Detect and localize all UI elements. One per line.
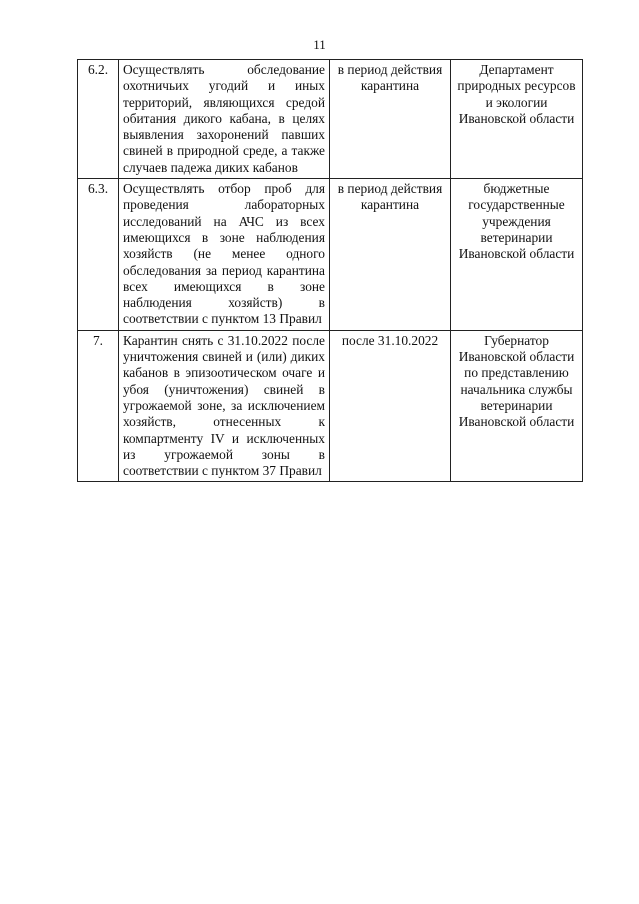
responsible-cell: бюджетные государственные учреждения ветеринарии Ивановской области bbox=[451, 179, 583, 331]
action-cell: Осуществлять отбор проб для проведения лабораторных исследований на АЧС из всех имеющихся в зоне наблюдения хозяйств (не менее одного обследования за период карантина всех имеющихся в зоне наблюдения хозяйств) в соответствии с пунктом 13 Правил bbox=[119, 179, 330, 331]
page-number: 11 bbox=[313, 37, 326, 52]
responsible-cell: Губернатор Ивановской области по представлению начальника службы ветеринарии Ивановской области bbox=[451, 330, 583, 482]
measures-table bbox=[77, 59, 583, 482]
table-row bbox=[78, 330, 583, 482]
term-cell: после 31.10.2022 bbox=[330, 330, 451, 482]
row-number-cell: 7. bbox=[78, 330, 119, 482]
row-number-cell: 6.2. bbox=[78, 60, 119, 179]
action-cell: Осуществлять обследование охотничьих угодий и иных территорий, являющихся средой обитания дикого кабана, в целях выявления захоронений павших свиней в природной среде, а также случаев падежа диких кабанов bbox=[119, 60, 330, 179]
table-row bbox=[78, 179, 583, 331]
responsible-cell: Департамент природных ресурсов и экологии Ивановской области bbox=[451, 60, 583, 179]
table-row bbox=[78, 60, 583, 179]
row-number-cell: 6.3. bbox=[78, 179, 119, 331]
term-cell: в период действия карантина bbox=[330, 60, 451, 179]
term-cell: в период действия карантина bbox=[330, 179, 451, 331]
action-cell: Карантин снять с 31.10.2022 после уничтожения свиней и (или) диких кабанов в эпизоотическом очаге и убоя (уничтожения) свиней в угрожаемой зоне, за исключением хозяйств, отнесенных к компартменту IV и исключенных из угрожаемой зоны в соответствии с пунктом 37 Правил bbox=[119, 330, 330, 482]
